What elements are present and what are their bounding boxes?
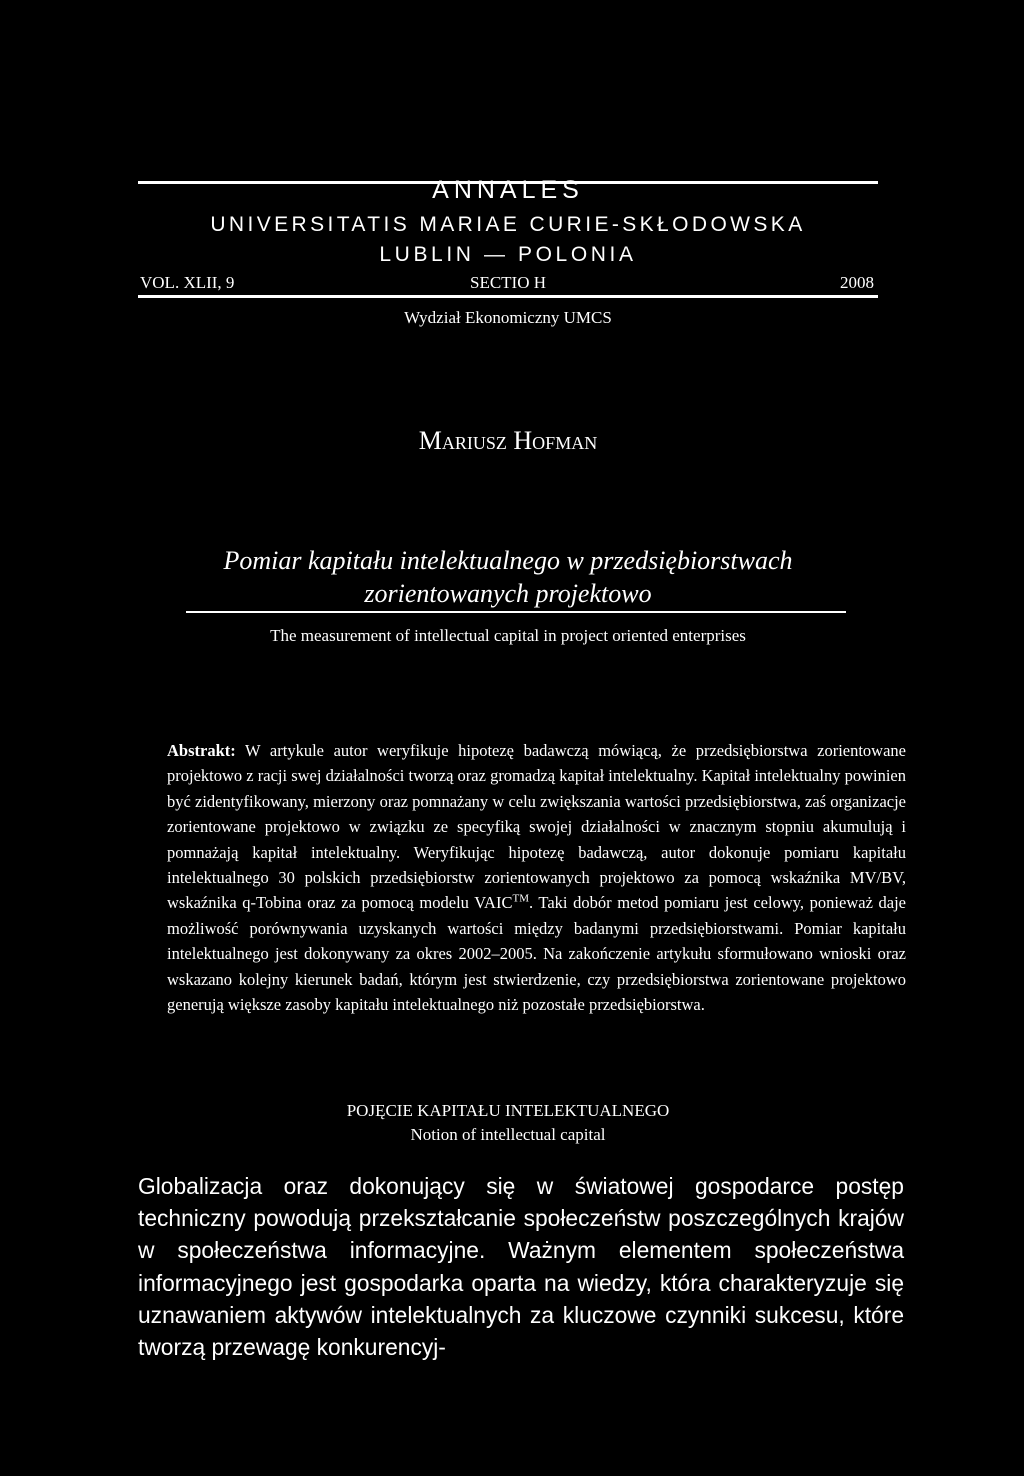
section-subheading: Notion of intellectual capital — [410, 1125, 606, 1144]
body-paragraph: Globalizacja oraz dokonujący się w światowej gospodarce postęp techniczny powodują przekształcanie społeczeństw poszczególnych krajów w społeczeństwa informacyjne. Ważnym elementem społeczeństwa informacyjnego jest gospodarka oparta na wiedzy, która charakteryzuje się uznawaniem aktywów intelektualnych za kluczowe czynniki sukcesu, które tworzą przewagę konkurencyj- — [138, 1173, 904, 1361]
journal-title: ANNALES — [432, 176, 584, 204]
header-bottom-rule — [138, 295, 878, 298]
trademark-superscript: TM — [512, 892, 529, 905]
journal-city: LUBLIN — POLONIA — [379, 243, 637, 266]
article-title-pl-line2: zorientowanych projektowo — [364, 579, 652, 608]
year-label: 2008 — [840, 273, 874, 292]
volume-label: VOL. XLII, 9 — [140, 273, 235, 292]
faculty-name: Wydział Ekonomiczny UMCS — [404, 308, 612, 327]
title-underline — [186, 611, 846, 613]
author-name: Mariusz Hofman — [418, 426, 598, 455]
journal-university: UNIVERSITATIS MARIAE CURIE-SKŁODOWSKA — [210, 213, 806, 236]
section-heading: POJĘCIE KAPITAŁU INTELEKTUALNEGO — [346, 1101, 670, 1120]
abstract-text-part2: . Taki dobór metod pomiaru jest celowy, ponieważ daje możliwość porównywania uzyskanych wartości między badanymi przedsiębiorstwami. Pomiar kapitału intelektualnego jest dokonywany za okres 2002–2005. Na zakończenie artykułu sformułowano wnioski oraz wskazano kolejny kierunek badań, którym jest stwierdzenie, czy przedsiębiorstwa zorientowane projektowo generują większe zasoby kapitału intelektualnego niż pozostałe przedsiębiorstwa. — [167, 893, 907, 1015]
abstract-label: Abstrakt: — [167, 741, 236, 760]
article-title-en: The measurement of intellectual capital in project oriented enterprises — [270, 626, 746, 645]
section-label: SECTIO H — [469, 273, 547, 292]
abstract — [167, 738, 906, 1017]
volume-row — [138, 270, 878, 296]
abstract-text-part1: W artykule autor weryfikuje hipotezę badawczą mówiącą, że przedsiębiorstwa zorientowane projektowo z racji swej działalności tworzą oraz gromadzą kapitał intelektualny. Kapitał intelektualny powinien być zidentyfikowany, mierzony oraz pomnażany w celu zwiększania wartości przedsiębiorstwa, zaś organizacje zorientowane projektowo w związku ze specyfiką swojej działalności w znacznym stopniu akumulują i pomnażają kapitał intelektualny. Weryfikując hipotezę badawczą, autor dokonuje pomiaru kapitału intelektualnego 30 polskich przedsiębiorstw zorientowanych projektowo za pomocą wskaźnika MV/BV, wskaźnika q-Tobina oraz za pomocą modelu VAIC — [167, 741, 906, 913]
article-title-pl-line1: Pomiar kapitału intelektualnego w przedsiębiorstwach — [223, 546, 793, 575]
